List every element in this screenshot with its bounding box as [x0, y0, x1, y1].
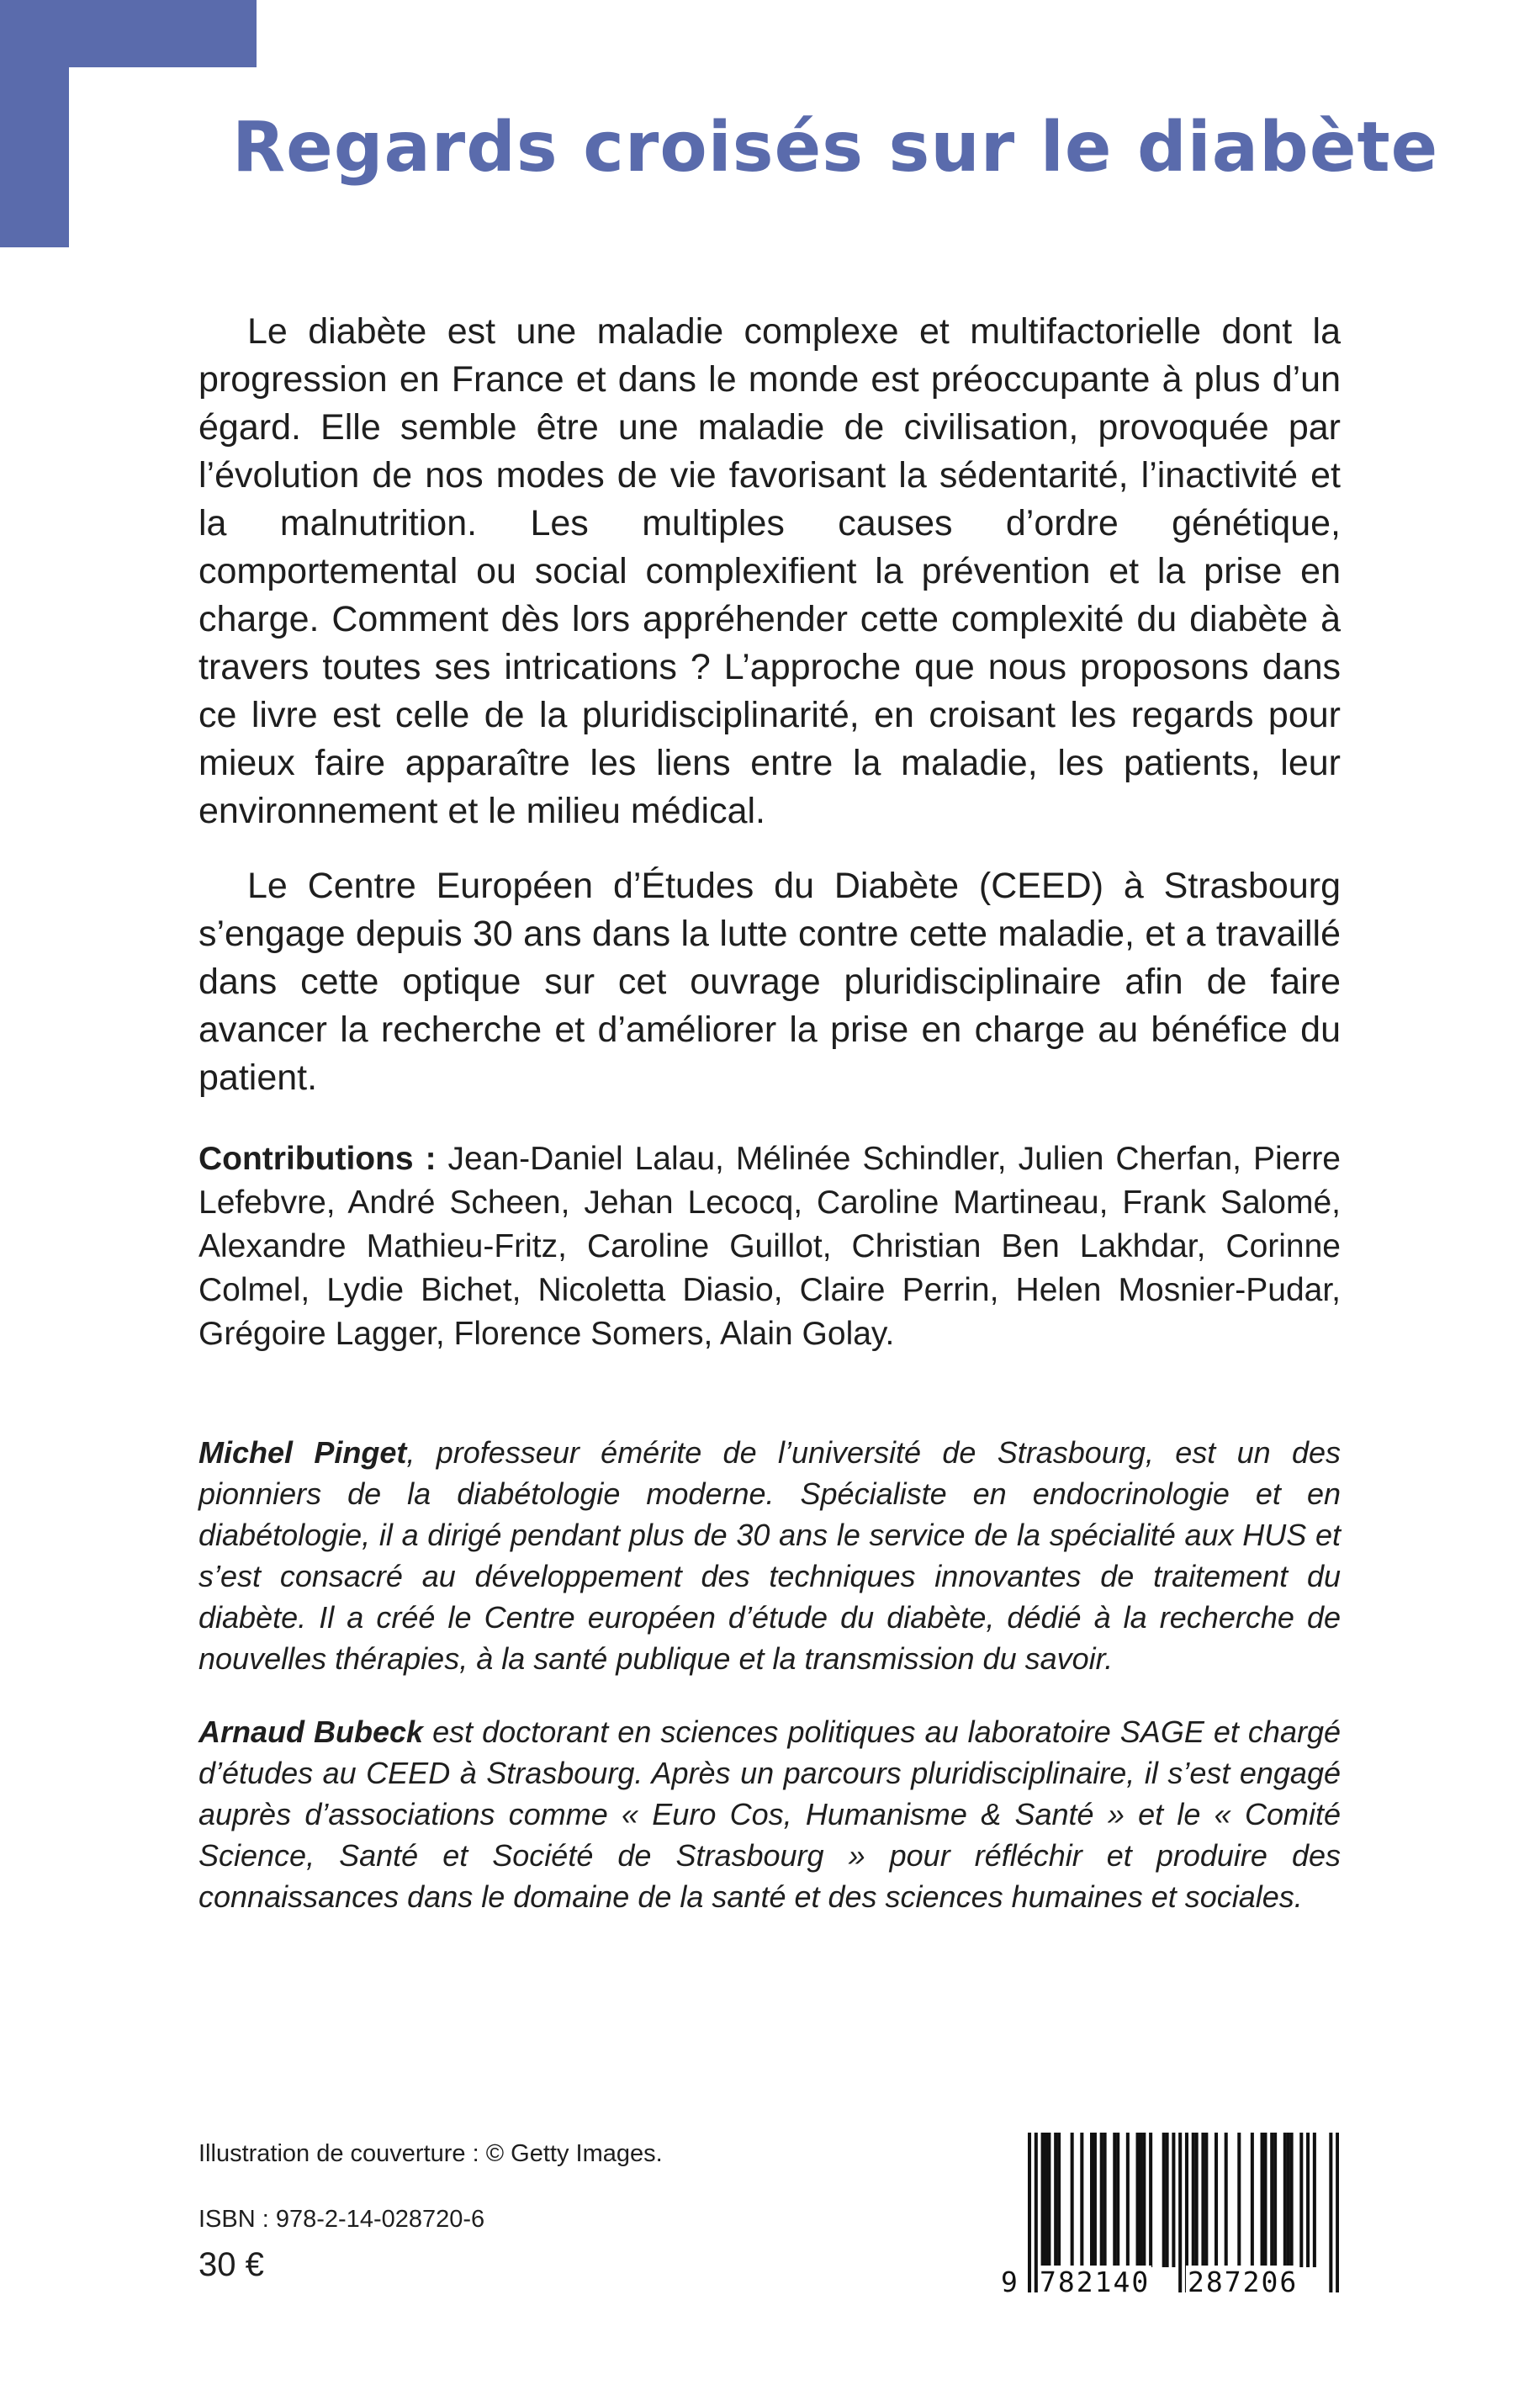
authors-section [198, 1432, 1341, 1917]
barcode-bar [1215, 2133, 1218, 2267]
barcode-bar [1080, 2133, 1083, 2267]
barcode-bar [1047, 2133, 1050, 2267]
barcode-left-group: 782140 [1040, 2266, 1151, 2298]
barcode-bar [1172, 2133, 1175, 2267]
barcode-bar [1139, 2133, 1142, 2267]
barcode-bar [1270, 2133, 1273, 2267]
barcode-bar [1162, 2133, 1166, 2267]
barcode-bar [1251, 2133, 1254, 2267]
barcode-bar [1195, 2133, 1199, 2267]
barcode-bar [1071, 2133, 1074, 2267]
author-bio-text-2: est doctorant en sciences politiques au laboratoire SAGE et chargé d’études au CEED à Strasbourg. Après un parcours pluridisciplinaire, il s’est engagé auprès d’associations comme « Euro Cos, Humanisme & Santé » et le « Comité Science, Santé et Société de Strasbourg » pour réfléchir et produire des connaissances dans le domaine de la santé et des sciences humaines et sociales. [198, 1715, 1341, 1914]
barcode-bar [1225, 2133, 1228, 2267]
book-title: Regards croisés sur le diabète [232, 108, 1439, 188]
summary-section [198, 308, 1341, 1102]
barcode-digits [1001, 2266, 1339, 2299]
summary-paragraph-1: Le diabète est une maladie complexe et multifactorielle dont la progression en France et dans le monde est préoccupante à plus d’un égard. Elle semble être une maladie de civilisation, provoquée par l’évolution de nos modes de vie favorisant la sédentarité, l’inactivité et la malnutrition. Les multiples causes d’ordre génétique, comportemental ou social complexifient la prévention et la prise en charge. Comment dès lors appréhender cette complexité du diabète à travers toutes ses intrications ? L’approche que nous proposons dans ce livre est celle de la pluridisciplinarité, en croisant les regards pour mieux faire apparaître les liens entre la maladie, les patients, leur environnement et le milieu médical. [198, 311, 1341, 831]
barcode-bar [1290, 2133, 1294, 2267]
barcode-bar [1192, 2133, 1195, 2267]
barcode-bar [1054, 2133, 1057, 2267]
contributions-section [198, 1137, 1341, 1356]
accent-corner-horizontal [0, 0, 257, 67]
barcode-bar [1116, 2133, 1119, 2267]
barcode [1001, 2133, 1339, 2298]
barcode-bar [1201, 2133, 1204, 2267]
barcode-bar [1103, 2133, 1107, 2267]
barcode-bar [1126, 2133, 1130, 2267]
barcode-bar [1204, 2133, 1208, 2267]
barcode-bar [1287, 2133, 1290, 2267]
barcode-bar [1149, 2133, 1152, 2267]
barcode-bar [1273, 2133, 1277, 2267]
author-bio-1 [198, 1432, 1341, 1679]
barcode-bar [1113, 2133, 1116, 2267]
author-name-2: Arnaud Bubeck [198, 1715, 424, 1749]
barcode-bar [1057, 2133, 1061, 2267]
barcode-bar [1237, 2133, 1241, 2267]
barcode-bar [1090, 2133, 1093, 2267]
barcode-bar [1093, 2133, 1097, 2267]
barcode-bar [1136, 2133, 1140, 2267]
summary-paragraph-2: Le Centre Européen d’Études du Diabète (CEED) à Strasbourg s’engage depuis 30 ans dans la lutte contre cette maladie, et a travaillé dans cette optique sur cet ouvrage pluridisciplinaire afin de faire avancer la recherche et d’améliorer la prise en charge au bénéfice du patient. [198, 866, 1341, 1098]
barcode-bar [1263, 2133, 1267, 2267]
barcode-bar [1313, 2133, 1316, 2267]
barcode-bar [1044, 2133, 1047, 2267]
author-bio-text-1: , professeur émérite de l’université de Strasbourg, est un des pionniers de la diabétologie moderne. Spécialiste en endocrinologie et en diabétologie, il a dirigé pendant plus de 30 ans le service de la spécialité aux HUS et s’est consacré au développement des techniques innovantes de traitement du diabète. Il a créé le Centre européen d’étude du diabète, dédié à la recherche de nouvelles thérapies, à la santé publique et la transmission du savoir. [198, 1435, 1342, 1676]
price: 30 € [198, 2246, 264, 2283]
contributions-label: Contributions : [198, 1141, 437, 1177]
author-bio-2 [198, 1711, 1341, 1917]
barcode-bar [1142, 2133, 1146, 2267]
contributions-text [198, 1137, 1341, 1356]
barcode-right-group: 287206 [1188, 2266, 1299, 2298]
author-name-1: Michel Pinget [198, 1435, 407, 1470]
barcode-bar [1283, 2133, 1287, 2267]
barcode-first-digit: 9 [1001, 2266, 1018, 2298]
barcode-bar [1299, 2133, 1303, 2267]
barcode-bar [1166, 2133, 1169, 2267]
isbn: ISBN : 978-2-14-028720-6 [198, 2206, 485, 2233]
barcode-bar [1041, 2133, 1045, 2267]
barcode-bar [1261, 2133, 1264, 2267]
barcode-bar [1100, 2133, 1103, 2267]
barcode-bar [1306, 2133, 1310, 2267]
illustration-credit: Illustration de couverture : © Getty Images. [198, 2140, 663, 2167]
contributions-names: Jean-Daniel Lalau, Mélinée Schindler, Julien Cherfan, Pierre Lefebvre, André Scheen, Jehan Lecocq, Caroline Martineau, Frank Salomé, Alexandre Mathieu-Fritz, Caroline Guillot, Christian Ben Lakhdar, Corinne Colmel, Lydie Bichet, Nicoletta Diasio, Claire Perrin, Helen Mosnier-Pudar, Grégoire Lagger, Florence Somers, Alain Golay. [198, 1141, 1342, 1352]
